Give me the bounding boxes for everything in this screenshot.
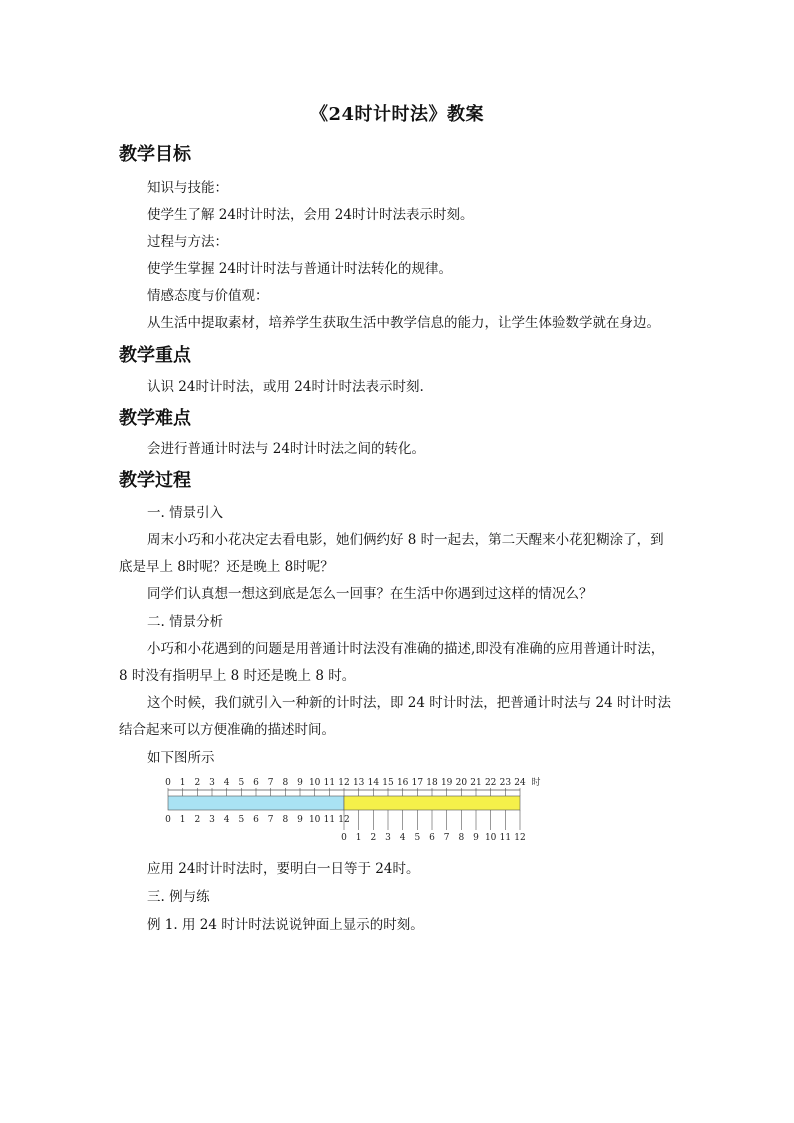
- timeline-top-label: 20: [455, 778, 468, 788]
- after-figure-text: 应用 24时计时法时，要明白一日等于 24时。: [147, 861, 420, 877]
- timeline-bar-morning: [168, 796, 344, 810]
- timeline-bottom-right-label: 1: [355, 833, 362, 843]
- timeline-top-label: 16: [396, 778, 409, 788]
- heading-procedure: 教学过程: [119, 470, 191, 491]
- timeline-top-label: 1: [179, 778, 186, 788]
- timeline-bottom-left-label: 1: [179, 815, 186, 825]
- timeline-figure: [160, 774, 560, 844]
- timeline-bottom-right-label: 0: [341, 833, 347, 843]
- timeline-bottom-left-label: 9: [297, 815, 303, 825]
- timeline-top-label: 19: [440, 778, 453, 788]
- part2-label: 二. 情景分析: [147, 614, 224, 630]
- part1-label: 一. 情景引入: [147, 505, 224, 521]
- timeline-top-label: 6: [253, 778, 259, 788]
- timeline-bottom-left-label: 10: [308, 815, 321, 825]
- timeline-unit-label: 时: [531, 778, 541, 788]
- timeline-bottom-left-label: 12: [338, 815, 350, 825]
- timeline-top-label: 4: [223, 778, 230, 788]
- timeline-top-label: 8: [282, 778, 289, 788]
- timeline-top-label: 12: [338, 778, 350, 788]
- timeline-top-label: 23: [499, 778, 512, 788]
- timeline-top-label: 13: [352, 778, 365, 788]
- timeline-bottom-right-label: 4: [399, 833, 406, 843]
- timeline-bottom-left-label: 4: [223, 815, 230, 825]
- timeline-top-label: 3: [209, 778, 215, 788]
- timeline-bottom-right-label: 7: [443, 833, 450, 843]
- timeline-bottom-left-label: 6: [253, 815, 259, 825]
- part3-label: 三. 例与练: [147, 889, 210, 905]
- part2-paragraph2-line2: 结合起来可以方便准确的描述时间。: [119, 722, 335, 738]
- timeline-bottom-left-label: 3: [209, 815, 215, 825]
- timeline-bar-evening: [344, 796, 520, 810]
- timeline-bottom-left-label: 5: [238, 815, 245, 825]
- example1-text: 例 1. 用 24 时计时法说说钟面上显示的时刻。: [147, 917, 424, 933]
- timeline-top-label: 14: [367, 778, 380, 788]
- timeline-top-label: 21: [470, 778, 482, 788]
- timeline-bottom-right-label: 3: [385, 833, 391, 843]
- figure-caption: 如下图所示: [147, 750, 215, 766]
- part2-paragraph-line2: 8 时没有指明早上 8 时还是晚上 8 时。: [119, 668, 356, 684]
- knowledge-label: 知识与技能：: [147, 180, 228, 196]
- timeline-bottom-right-label: 5: [414, 833, 421, 843]
- heading-key-point: 教学重点: [119, 345, 191, 366]
- timeline-top-label: 10: [308, 778, 321, 788]
- attitude-text: 从生活中提取素材，培养学生获取生活中教学信息的能力，让学生体验数学就在身边。: [147, 315, 660, 331]
- timeline-bottom-right-label: 11: [499, 833, 512, 843]
- timeline-bottom-right-label: 8: [458, 833, 465, 843]
- process-label: 过程与方法：: [147, 234, 228, 250]
- attitude-label: 情感态度与价值观：: [147, 288, 269, 304]
- heading-teaching-goals: 教学目标: [119, 144, 191, 165]
- timeline-bottom-right-label: 2: [370, 833, 377, 843]
- timeline-bottom-left-label: 7: [267, 815, 274, 825]
- timeline-top-label: 22: [484, 778, 497, 788]
- part1-paragraph-line1: 周末小巧和小花决定去看电影，她们俩约好 8 时一起去，第二天醒来小花犯糊涂了，到: [147, 532, 664, 548]
- timeline-bottom-right-label: 10: [484, 833, 497, 843]
- timeline-top-label: 7: [267, 778, 274, 788]
- part2-paragraph-line1: 小巧和小花遇到的问题是用普通计时法没有准确的描述,即没有准确的应用普通计时法，: [147, 641, 665, 657]
- heading-difficulty: 教学难点: [119, 408, 191, 429]
- timeline-top-label: 17: [411, 778, 424, 788]
- timeline-top-label: 5: [238, 778, 245, 788]
- timeline-top-label: 15: [382, 778, 394, 788]
- process-text: 使学生掌握 24时计时法与普通计时法转化的规律。: [147, 261, 452, 277]
- timeline-top-label: 9: [297, 778, 303, 788]
- timeline-bottom-right-label: 9: [473, 833, 479, 843]
- timeline-top-label: 0: [165, 778, 171, 788]
- part1-question: 同学们认真想一想这到底是怎么一回事？在生活中你遇到过这样的情况么？: [147, 586, 593, 602]
- page-title: 《24时计时法》教案: [309, 104, 485, 125]
- timeline-bottom-left-label: 11: [323, 815, 336, 825]
- part2-paragraph2-line1: 这个时候，我们就引入一种新的计时法，即 24 时计时法，把普通计时法与 24 时计时法: [147, 695, 672, 711]
- timeline-bottom-left-label: 2: [194, 815, 201, 825]
- knowledge-text: 使学生了解 24时计时法，会用 24时计时法表示时刻。: [147, 207, 474, 223]
- timeline-bottom-right-label: 6: [429, 833, 435, 843]
- timeline-top-label: 2: [194, 778, 201, 788]
- difficulty-text: 会进行普通计时法与 24时计时法之间的转化。: [147, 441, 425, 457]
- timeline-bottom-left-label: 0: [165, 815, 171, 825]
- timeline-bottom-left-label: 8: [282, 815, 289, 825]
- part1-paragraph-line2: 底是早上 8时呢？还是晚上 8时呢？: [119, 559, 334, 575]
- timeline-top-label: 18: [426, 778, 438, 788]
- timeline-bottom-right-label: 12: [514, 833, 526, 843]
- timeline-top-label: 24: [514, 778, 526, 788]
- key-point-text: 认识 24时计时法，或用 24时计时法表示时刻.: [147, 379, 424, 395]
- timeline-top-label: 11: [323, 778, 336, 788]
